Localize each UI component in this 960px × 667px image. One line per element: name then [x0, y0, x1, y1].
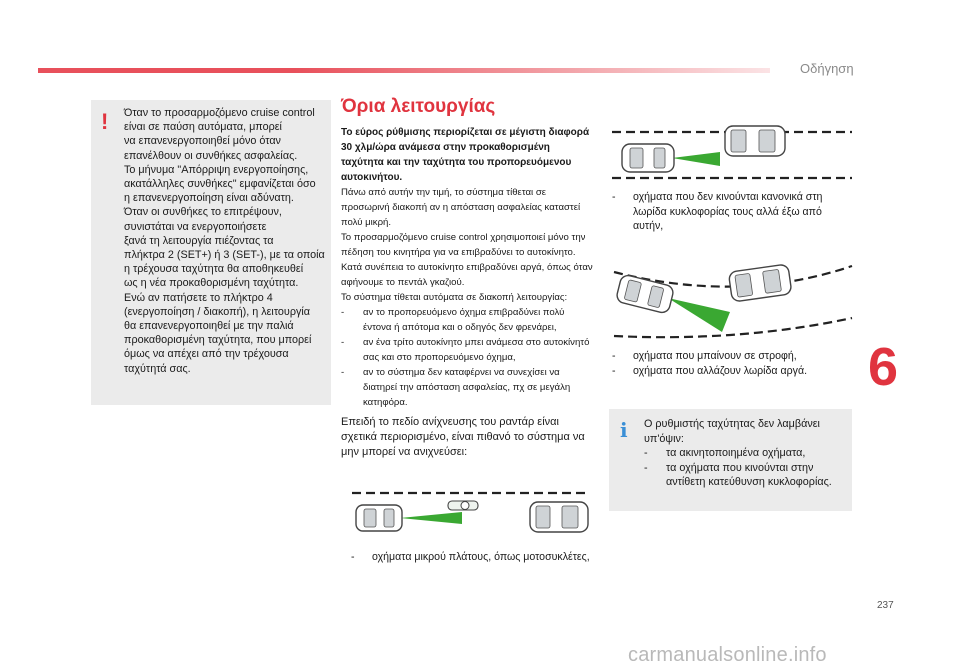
caption-off-center: - οχήματα που δεν κινούνται κανονικά στη λωρίδα κυκλοφορίας τους αλλά έξω από αυτήν,: [612, 191, 823, 232]
leading-vehicle-icon: [530, 502, 588, 532]
warning-line: όμως να απέχει από την τρέχουσα: [124, 348, 289, 361]
off-center-vehicle-icon: [725, 126, 785, 156]
warning-line: θα επανενεργοποιηθεί με την παλιά: [124, 320, 294, 333]
radar-note: Επειδή το πεδίο ανίχνευσης του ραντάρ είναι σχετικά περιορισμένο, είναι πιθανό το σύστημα να μην μπορεί να ανιχνεύσει:: [341, 416, 585, 458]
paragraph: Πάνω από αυτήν την τιμή, το σύστημα τίθεται σε προσωρινή διακοπή αν η απόσταση ασφαλείας καταστεί πολύ μικρή.: [341, 187, 581, 228]
deactivation-conditions: [341, 305, 595, 410]
list-item: - αν το προπορευόμενο όχημα επιβραδύνει πολύ έντονα ή απότομα και ο οδηγός δεν φρενάρει,: [341, 305, 595, 335]
own-car-icon: [622, 144, 674, 172]
caption-lane-change: - οχήματα που αλλάζουν λωρίδα αργά.: [612, 365, 808, 377]
list-item: - αν ένα τρίτο αυτοκίνητο μπει ανάμεσα στο αυτοκίνητό σας και στο προπορευόμενο όχημα,: [341, 335, 595, 365]
off-center-vehicle-diagram: [610, 122, 856, 184]
own-car-icon: [356, 505, 402, 531]
warning-exclamation-icon: !: [101, 109, 109, 134]
chapter-number: 6: [868, 337, 899, 397]
operating-limits-section: [341, 96, 595, 460]
warning-line: ως η νέα προκαθορισμένη ταχύτητα.: [124, 277, 299, 290]
radar-beam: [400, 512, 462, 524]
warning-text: [124, 106, 326, 376]
radar-beam: [672, 152, 720, 166]
paragraph: Το προσαρμοζόμενο cruise control χρησιμοποιεί μόνο την πέδηση του κινητήρα για να επιβραδύνει το αυτοκίνητο. Κατά συνέπεια το αυτοκίνητο επιβραδύνει αργά, όπως όταν αφήνουμε το πεντάλ γκαζιού.: [341, 232, 593, 288]
narrow-vehicle-diagram: [350, 490, 595, 545]
list-item: - τα οχήματα που κινούνται στην αντίθετη κατεύθυνση κυκλοφορίας.: [644, 461, 849, 490]
chapter-title: Οδήγηση: [800, 61, 854, 76]
list-item: - αν το σύστημα δεν καταφέρνει να συνεχίσει να διατηρεί την απόσταση ασφαλείας, πχ σε μεγάλη κατηφόρα.: [341, 365, 595, 410]
warning-line: ξανά τη λειτουργία πιέζοντας τα: [124, 234, 274, 247]
warning-box: [91, 100, 331, 405]
caption-narrow-vehicles: - οχήματα μικρού πλάτους, όπως μοτοσυκλέτες,: [351, 551, 590, 563]
warning-line: να επανενεργοποιηθεί μόνο όταν: [124, 135, 281, 148]
warning-line: προκαθορισμένη ταχύτητα, που μπορεί: [124, 334, 312, 347]
warning-line: η επανενεργοποίηση είναι αδύνατη.: [124, 192, 294, 205]
warning-line: (ενεργοποίηση / διακοπή), η λειτουργία: [124, 305, 311, 318]
header-accent-bar: [38, 68, 770, 73]
warning-line: Ενώ αν πατήσετε το πλήκτρο 4: [124, 291, 273, 304]
warning-line: ταχύτητά σας.: [124, 362, 191, 375]
warning-line: επανέλθουν οι συνθήκες ασφαλείας.: [124, 149, 298, 162]
warning-line: Το μήνυμα "Απόρριψη ενεργοποίησης,: [124, 163, 309, 176]
warning-line: πλήκτρα 2 (SET+) ή 3 (SET-), με τα οποία: [124, 249, 325, 262]
caption-turning: - οχήματα που μπαίνουν σε στροφή,: [612, 350, 797, 362]
paragraph: Το σύστημα τίθεται αυτόματα σε διακοπή λειτουργίας:: [341, 292, 568, 303]
own-car-icon: [615, 274, 674, 314]
motorcycle-icon: [448, 501, 478, 510]
turning-vehicle-icon: [728, 264, 792, 302]
warning-line: είναι σε παύση αυτόματα, μπορεί: [124, 121, 282, 134]
warning-line: ακατάλληλες συνθήκες" εμφανίζεται όσο: [124, 178, 316, 191]
radar-beam: [668, 298, 730, 332]
warning-line: η τρέχουσα ταχύτητα θα αποθηκευθεί: [124, 263, 304, 276]
info-i-icon: i: [620, 418, 628, 442]
page-number: 237: [877, 600, 894, 611]
watermark: carmanualsonline.info: [628, 644, 827, 666]
turning-vehicle-diagram: [610, 232, 856, 344]
info-text: [644, 417, 849, 490]
info-box: [609, 409, 852, 511]
range-intro: Το εύρος ρύθμισης περιορίζεται σε μέγιστη διαφορά 30 χλμ/ώρα ανάμεσα στην προκαθορισμένη ταχύτητα και την ταχύτητα του προπορευόμενου αυτοκινήτου.: [341, 127, 590, 183]
info-intro: Ο ρυθμιστής ταχύτητας δεν λαμβάνει υπ'όψιν:: [644, 418, 820, 445]
section-title: Όρια λειτουργίας: [341, 96, 496, 117]
list-item: - τα ακινητοποιημένα οχήματα,: [644, 446, 849, 461]
info-list: [644, 446, 849, 490]
warning-line: Όταν το προσαρμοζόμενο cruise control: [124, 107, 315, 119]
warning-line: συνιστάται να ενεργοποιήσετε: [124, 220, 267, 233]
warning-line: Όταν οι συνθήκες το επιτρέψουν,: [124, 206, 282, 219]
